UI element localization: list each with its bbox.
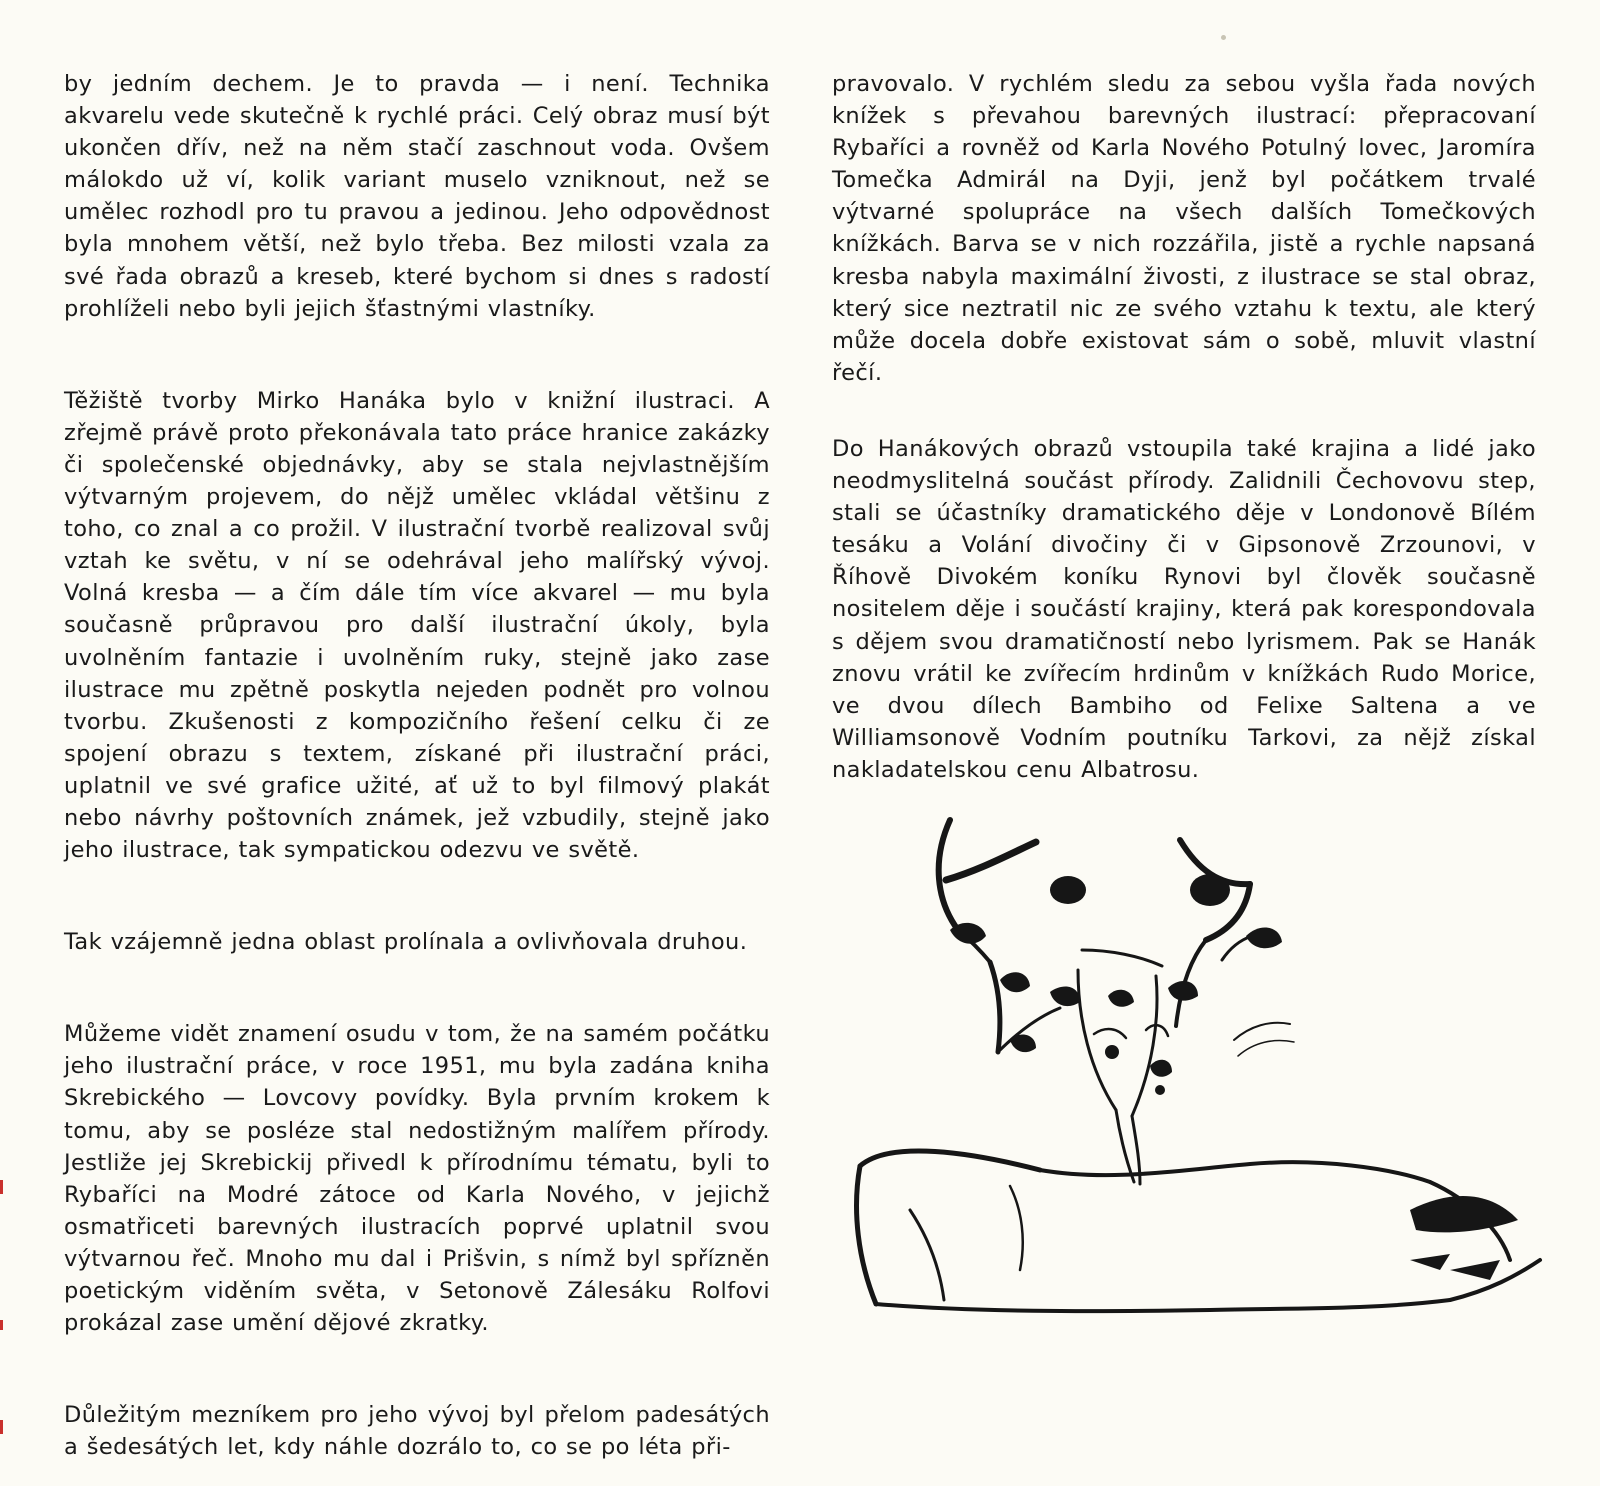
edge-mark	[0, 1420, 3, 1434]
paragraph: by jedním dechem. Je to pravda — i není. Technika akvarelu vede skutečně k rychlé práci. Celý obraz musí být ukončen dřív, než na něm stačí zaschnout voda. Ovšem málokdo už ví, kolik variant muselo vzniknout, než se umělec rozhodl pro tu pravou a jedinou. Jeho odpovědnost byla mnohem větší, než bylo třeba. Bez milosti vzala za své řada obrazů a kreseb, které bychom si dnes s radostí prohlíželi nebo byli jejich šťastnými vlastníky.	[64, 71, 770, 322]
paragraph: Můžeme vidět znamení osudu v tom, že na samém počátku jeho ilustrační práce, v roce 1951, mu byla zadána kniha Skrebického — Lovcovy povídky. Byla prvním krokem k tomu, aby se posléze stal nedostižným malířem přírody. Jestliže jej Skrebickij přivedl k přírodnímu tématu, byli to Rybaříci na Modré zátoce od Karla Nového, v jejichž osmatřiceti barevných ilustracích poprvé uplatnil svou výtvarnou řeč. Mnoho mu dal i Prišvin, s nímž byl spřízněn poetickým viděním světa, v Setonově Zálesáku Rolfovi prokázal zase umění dějové zkratky.	[64, 1021, 770, 1337]
paragraph: Tak vzájemně jedna oblast prolínala a ovlivňovala druhou.	[64, 929, 748, 956]
paragraph: Těžiště tvorby Mirko Hanáka bylo v knižní ilustraci. A zřejmě právě proto překonávala tato práce hranice zakázky či společenské objednávky, aby se stala nejvlastnějším výtvarným projevem, do nějž umělec vkládal většinu z toho, co znal a co prožil. V ilustrační tvorbě realizoval svůj vztah ke světu, v ní se odehrával jeho malířský vývoj. Volná kresba — a čím dále tím více akvarel — mu byla současně průpravou pro další ilustrační úkoly, byla uvolněním fantazie i uvolněním ruky, stejně jako zase ilustrace mu zpětně poskytla nejeden podnět pro volnou tvorbu. Zkušenosti z kompozičního řešení celku či ze spojení obrazu s textem, získané při ilustrační práci, uplatnil ve své grafice užité, ať už to byl filmový plakát nebo návrhy poštovních známek, jež vzbudily, stejně jako jeho ilustrace, tak sympatickou odezvu ve světě.	[64, 387, 770, 864]
paper-speck	[1221, 35, 1226, 40]
edge-mark	[0, 1320, 3, 1330]
deer-ink-illustration	[850, 790, 1570, 1350]
paragraph: Do Hanákových obrazů vstoupila také krajina a lidé jako neodmyslitelná součást přírody. Zalidnili Čechovovu step, stali se účastníky dramatického děje v Londonově Bílém tesáku a Volání divočiny či v Gipsonově Zrzounovi, v Říhově Divokém koníku Rynovi byl člověk současně nositelem děje i součástí krajiny, která pak korespondovala s dějem svou dramatičností nebo lyrismem. Pak se Hanák znovu vrátil ke zvířecím hrdinům v knížkách Rudo Morice, ve dvou dílech Bambiho od Felixe Saltena a ve Williamsonově Vodním poutníku Tarkovi, za nějž získal nakladatelskou cenu Albatrosu.	[832, 435, 1536, 783]
left-text-column	[64, 68, 770, 1463]
edge-mark	[0, 1180, 3, 1194]
right-text-column	[832, 68, 1536, 786]
paragraph: pravovalo. V rychlém sledu za sebou vyšla řada nových knížek s převahou barevných ilustrací: přepracovaní Rybaříci a rovněž od Karla Nového Potulný lovec, Jaromíra Tomečka Admirál na Dyji, jenž byl počátkem trvalé výtvarné spolupráce na všech dalších Tomečkových knížkách. Barva se v nich rozzářila, jistě a rychle napsaná kresba nabyla maximální živosti, z ilustrace se stal obraz, který sice neztratil nic ze svého vztahu k textu, ale který může docela dobře existovat sám o sobě, mluvit vlastní řečí.	[832, 71, 1536, 386]
paragraph: Důležitým mezníkem pro jeho vývoj byl přelom padesátých a šedesátých let, kdy náhle dozrálo to, co se po léta při-	[64, 1402, 770, 1461]
